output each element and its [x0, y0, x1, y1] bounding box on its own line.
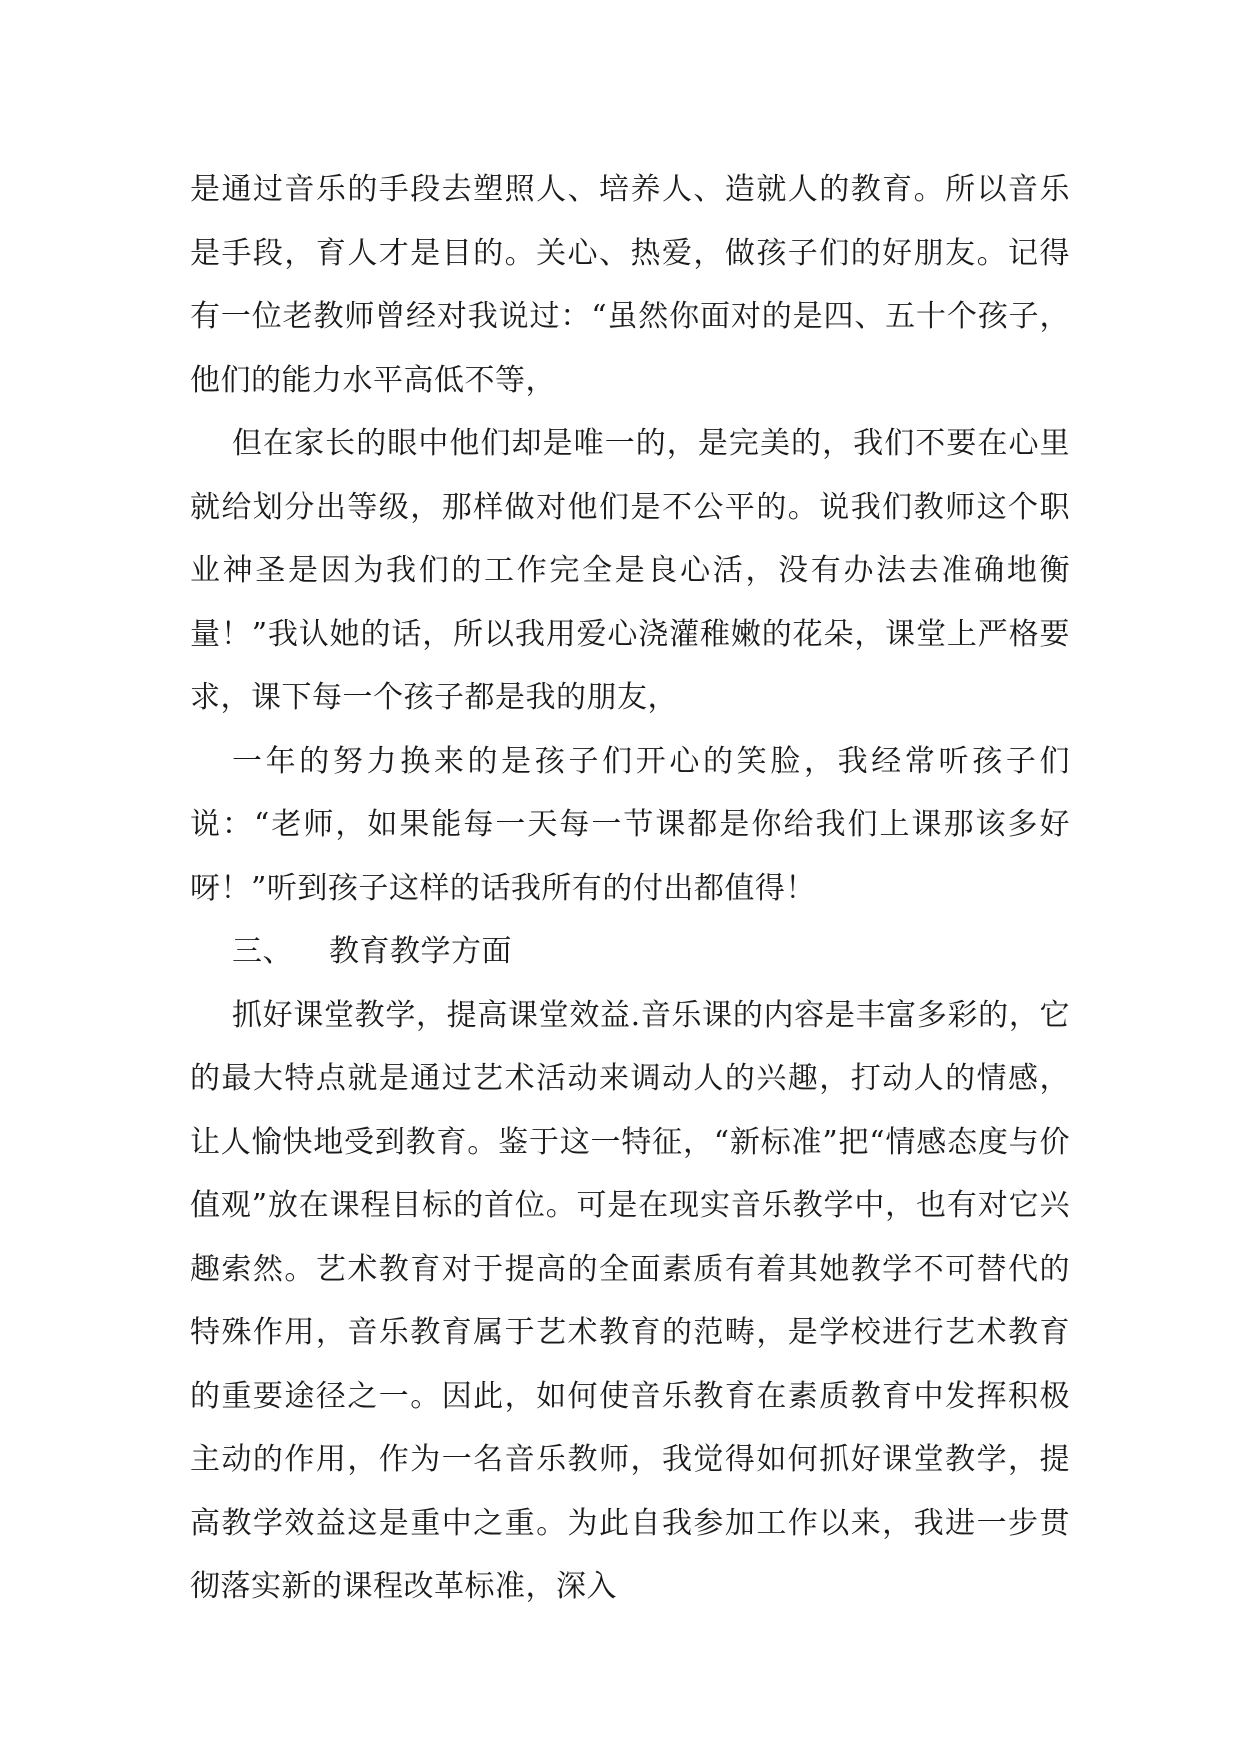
paragraph-1: 是通过音乐的手段去塑照人、培养人、造就人的教育。所以音乐是手段，育人才是目的。关心、热爱，做孩子们的好朋友。记得有一位老教师曾经对我说过：“虽然你面对的是四、五十个孩子，他们的能力水平高低不等， [190, 172, 1070, 398]
section-heading-number: 三、 [232, 934, 293, 969]
section-heading [190, 920, 1070, 984]
paragraph-4: 抓好课堂教学，提高课堂效益.音乐课的内容是丰富多彩的，它的最大特点就是通过艺术活动来调动人的兴趣，打动人的情感，让人愉快地受到教育。鉴于这一特征，“新标准”把“情感态度与价值观”放在课程目标的首位。可是在现实音乐教学中，也有对它兴趣索然。艺术教育对于提高的全面素质有着其她教学不可替代的特殊作用，音乐教育属于艺术教育的范畴，是学校进行艺术教育的重要途径之一。因此，如何使音乐教育在素质教育中发挥积极主动的作用，作为一名音乐教师，我觉得如何抓好课堂教学，提高教学效益这是重中之重。为此自我参加工作以来，我进一步贯彻落实新的课程改革标准，深入 [190, 997, 1070, 1604]
document-body [190, 158, 1070, 1619]
section-heading-title: 教育教学方面 [329, 934, 512, 969]
paragraph-3: 一年的努力换来的是孩子们开心的笑脸，我经常听孩子们说：“老师，如果能每一天每一节课都是你给我们上课那该多好呀！”听到孩子这样的话我所有的付出都值得！ [190, 743, 1070, 906]
paragraph-2: 但在家长的眼中他们却是唯一的，是完美的，我们不要在心里就给划分出等级，那样做对他们是不公平的。说我们教师这个职业神圣是因为我们的工作完全是良心活，没有办法去准确地衡量！”我认她的话，所以我用爱心浇灌稚嫩的花朵，课堂上严格要求，课下每一个孩子都是我的朋友， [190, 426, 1070, 715]
